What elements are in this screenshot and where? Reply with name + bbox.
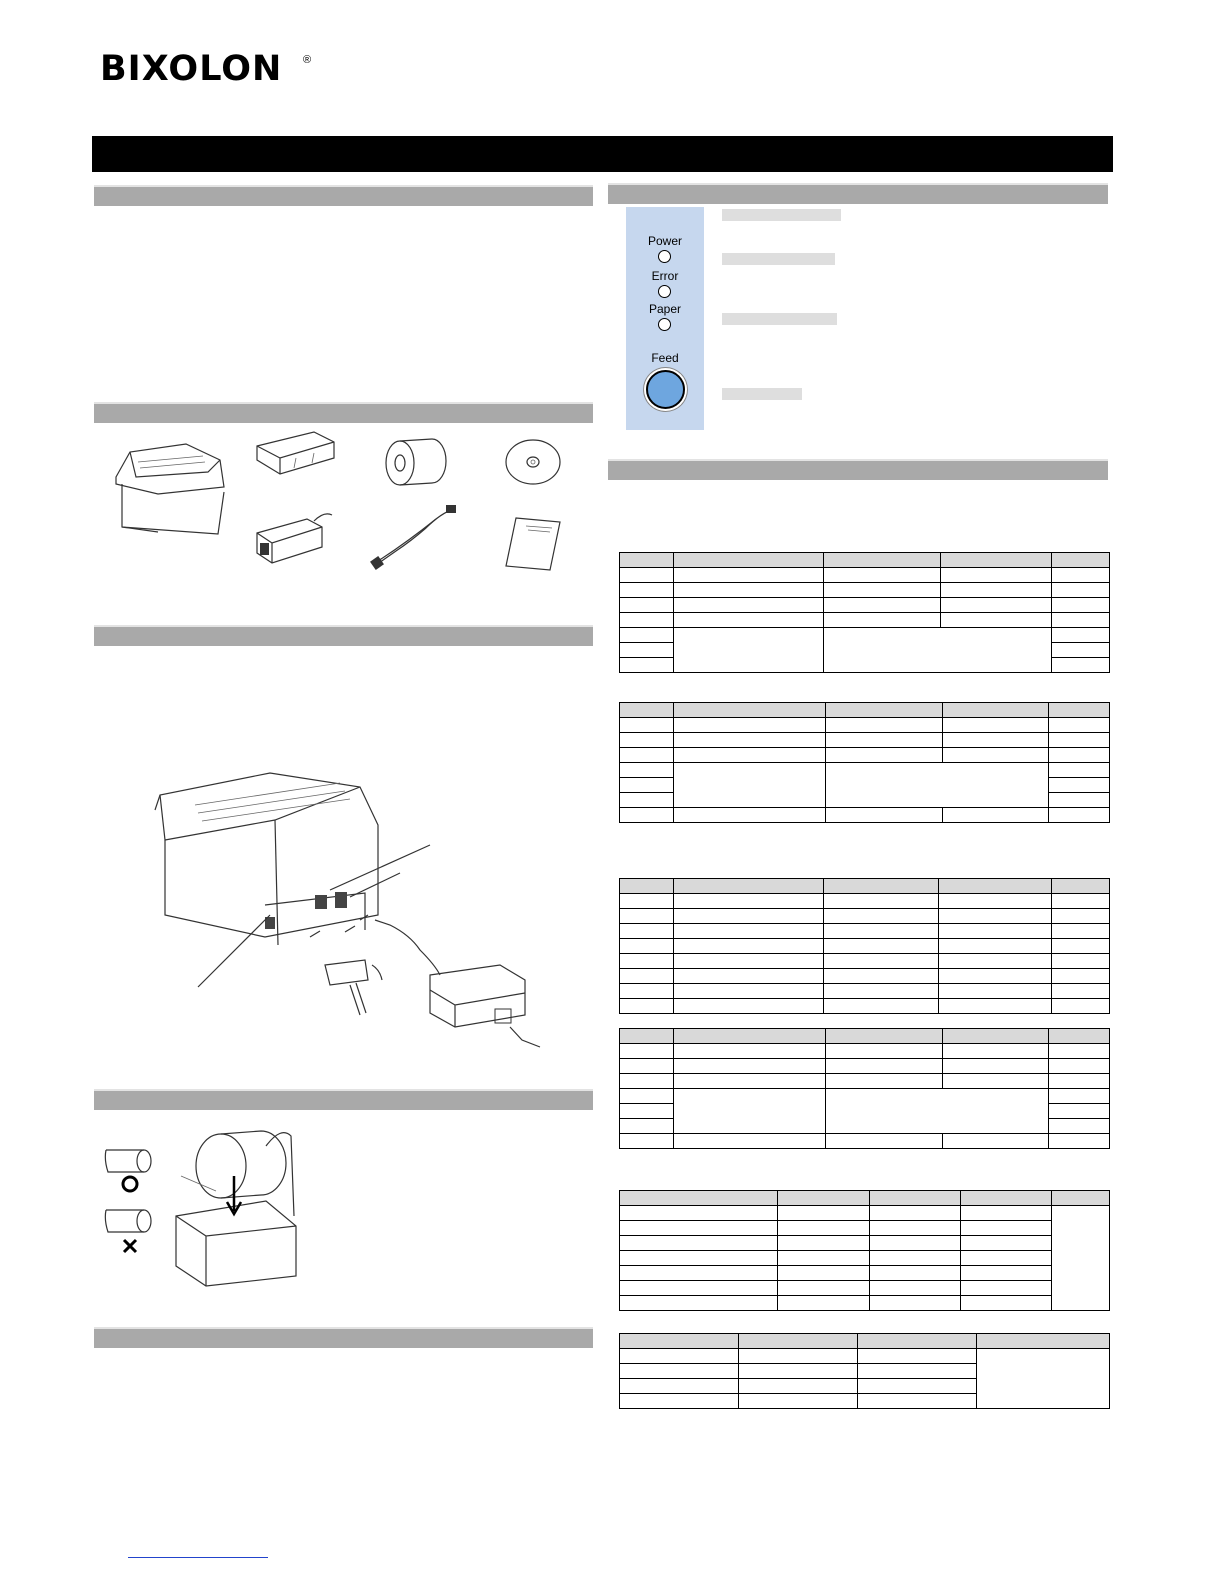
section-bar-contents xyxy=(94,402,593,423)
power-cord-icon xyxy=(366,503,461,573)
paper-loading-illustration xyxy=(166,1106,311,1291)
interface-table xyxy=(619,1333,1110,1409)
footer-link[interactable] xyxy=(128,1557,268,1558)
interface-cover-icon xyxy=(254,428,339,478)
power-adapter-icon xyxy=(252,503,337,568)
feed-button-tag xyxy=(722,388,802,400)
error-led-label: Error xyxy=(651,269,679,283)
manual-icon xyxy=(502,516,564,572)
section-bar-last xyxy=(94,1327,593,1348)
dip-switch-table-3 xyxy=(619,878,1110,1014)
paper-roll-icon xyxy=(380,436,450,491)
paper-led-tag xyxy=(722,313,837,325)
feed-button[interactable] xyxy=(646,370,685,409)
baud-rate-table xyxy=(619,1190,1110,1311)
dip-switch-table-4 xyxy=(619,1028,1110,1149)
error-led-icon xyxy=(658,285,671,298)
feed-button-label: Feed xyxy=(651,351,679,365)
control-panel xyxy=(626,207,704,430)
power-led-icon xyxy=(658,250,671,263)
bixolon-logo: BIXOLON xyxy=(100,49,283,89)
error-led-tag xyxy=(722,253,835,265)
section-bar-1 xyxy=(94,185,593,206)
cd-icon xyxy=(503,437,563,487)
section-bar-installation xyxy=(94,625,593,646)
section-bar-control-panel xyxy=(608,183,1108,204)
title-bar xyxy=(92,136,1113,172)
paper-led-icon xyxy=(658,318,671,331)
paper-led-label: Paper xyxy=(648,302,682,316)
section-bar-dip-switch xyxy=(608,459,1108,480)
power-led-label: Power xyxy=(647,234,682,248)
dip-switch-table-2 xyxy=(619,702,1110,823)
printer-icon xyxy=(108,432,233,542)
registered-mark: ® xyxy=(303,54,312,66)
printer-installation-illustration xyxy=(150,765,550,1070)
wrong-mark-icon xyxy=(100,1206,160,1256)
dip-switch-table-1 xyxy=(619,552,1110,673)
power-led-tag xyxy=(722,209,841,221)
correct-mark-icon xyxy=(100,1146,160,1196)
